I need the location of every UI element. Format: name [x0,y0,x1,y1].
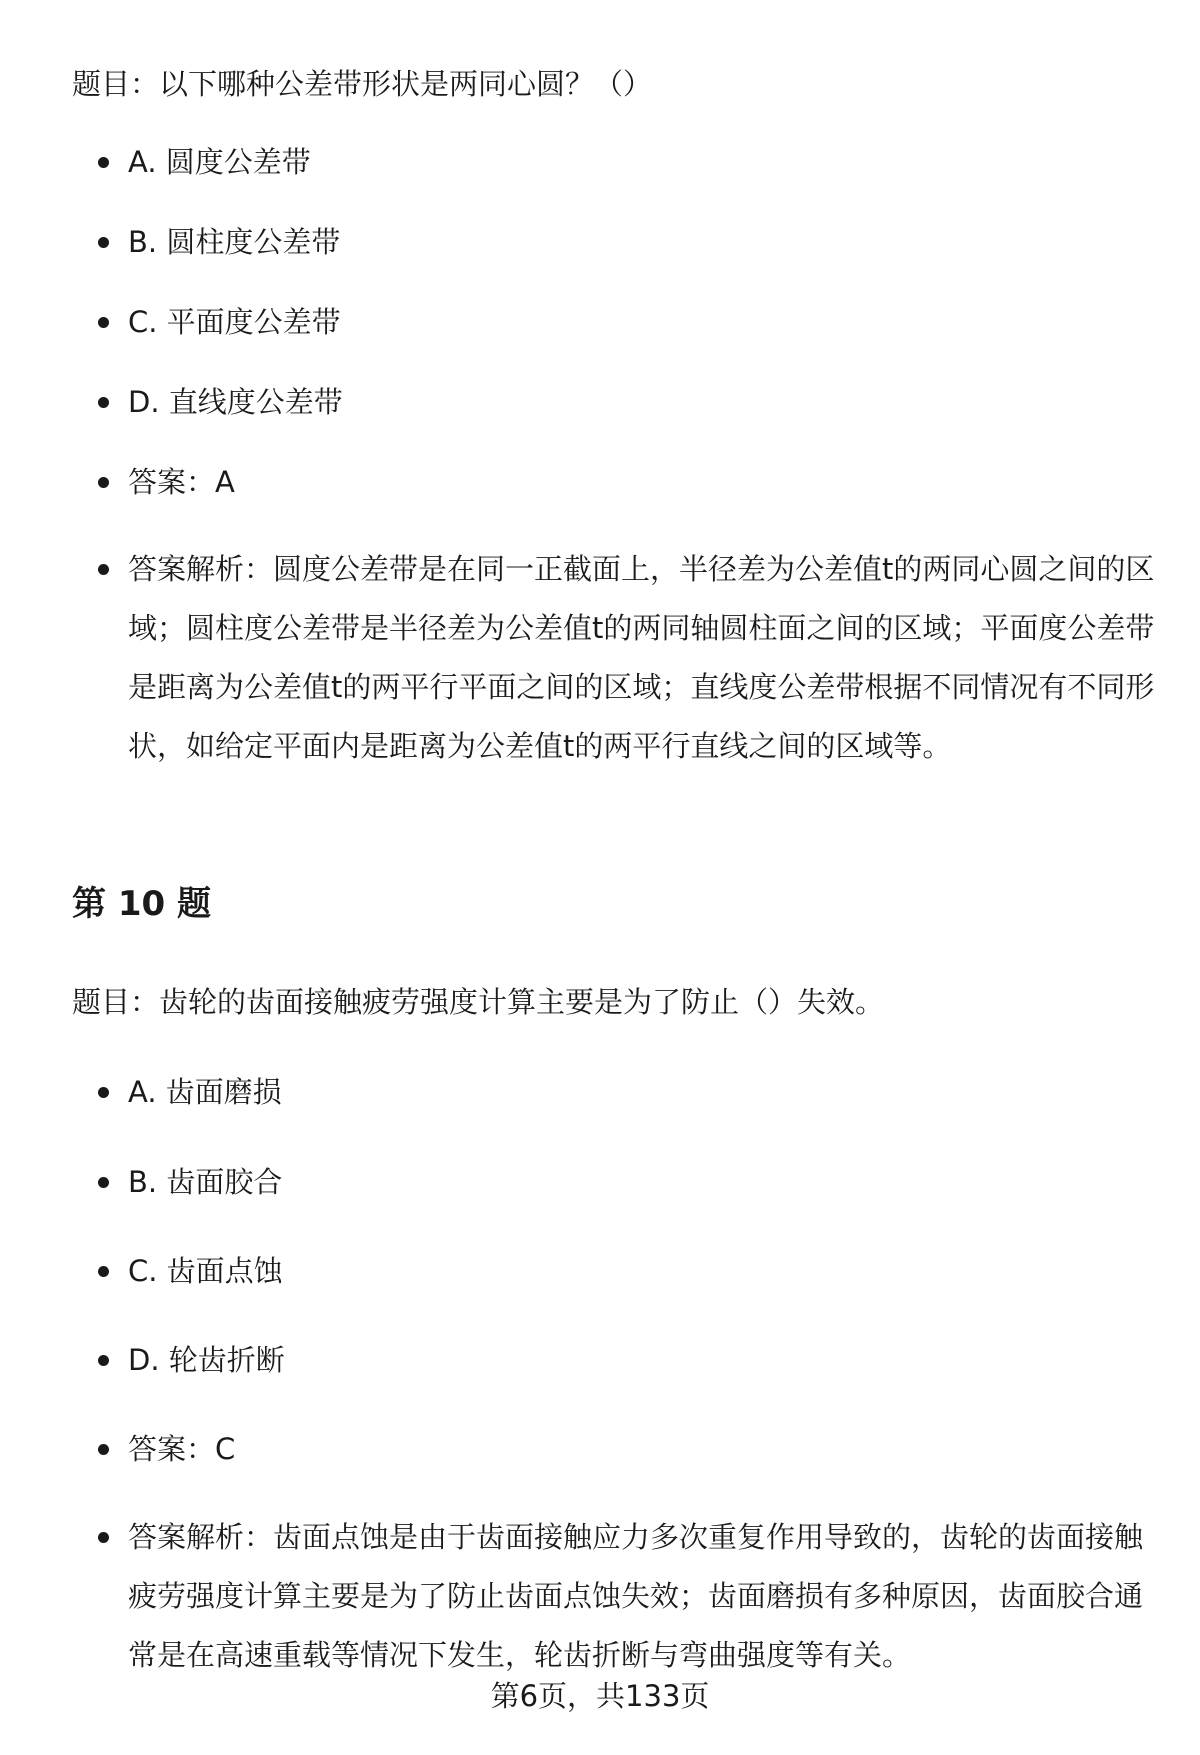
option-label: D. 轮齿折断 [128,1343,285,1377]
bullet-icon [98,1444,109,1455]
bullet-icon [98,237,109,248]
option-label: D. 直线度公差带 [128,385,343,419]
option-label: B. 圆柱度公差带 [128,225,341,259]
option-label: B. 齿面胶合 [128,1165,283,1199]
bullet-icon [98,477,109,488]
analysis-text: 答案解析：齿面点蚀是由于齿面接触应力多次重复作用导致的，齿轮的齿面接触疲劳强度计算主要是为了防止齿面点蚀失效；齿面磨损有多种原因，齿面胶合通常是在高速重载等情况下发生，轮齿折断与弯曲强度等有关。 [128,1520,1144,1672]
answer-text: 答案：C [128,1432,236,1466]
question-10-text: 题目：齿轮的齿面接触疲劳强度计算主要是为了防止（）失效。 [72,985,885,1019]
bullet-icon [98,1532,109,1543]
bullet-icon [98,397,109,408]
bullet-icon [98,317,109,328]
bullet-icon [98,157,109,168]
analysis-text: 答案解析：圆度公差带是在同一正截面上，半径差为公差值t的两同心圆之间的区域；圆柱度公差带是半径差为公差值t的两同轴圆柱面之间的区域；平面度公差带是距离为公差值t的两平行平面之间的区域；直线度公差带根据不同情况有不同形状，如给定平面内是距离为公差值t的两平行直线之间的区域等。 [128,552,1155,763]
question-10-heading: 第 10 题 [72,884,211,924]
bullet-icon [98,1355,109,1366]
bullet-icon [98,1266,109,1277]
option-label: C. 平面度公差带 [128,305,341,339]
answer-text: 答案：A [128,465,235,499]
bullet-icon [98,564,109,575]
option-label: A. 圆度公差带 [128,145,311,179]
option-label: C. 齿面点蚀 [128,1254,283,1288]
option-label: A. 齿面磨损 [128,1075,282,1109]
bullet-icon [98,1087,109,1098]
page-number-footer: 第6页，共133页 [490,1679,710,1713]
bullet-icon [98,1177,109,1188]
question-9-text: 题目：以下哪种公差带形状是两同心圆？（） [72,67,653,101]
